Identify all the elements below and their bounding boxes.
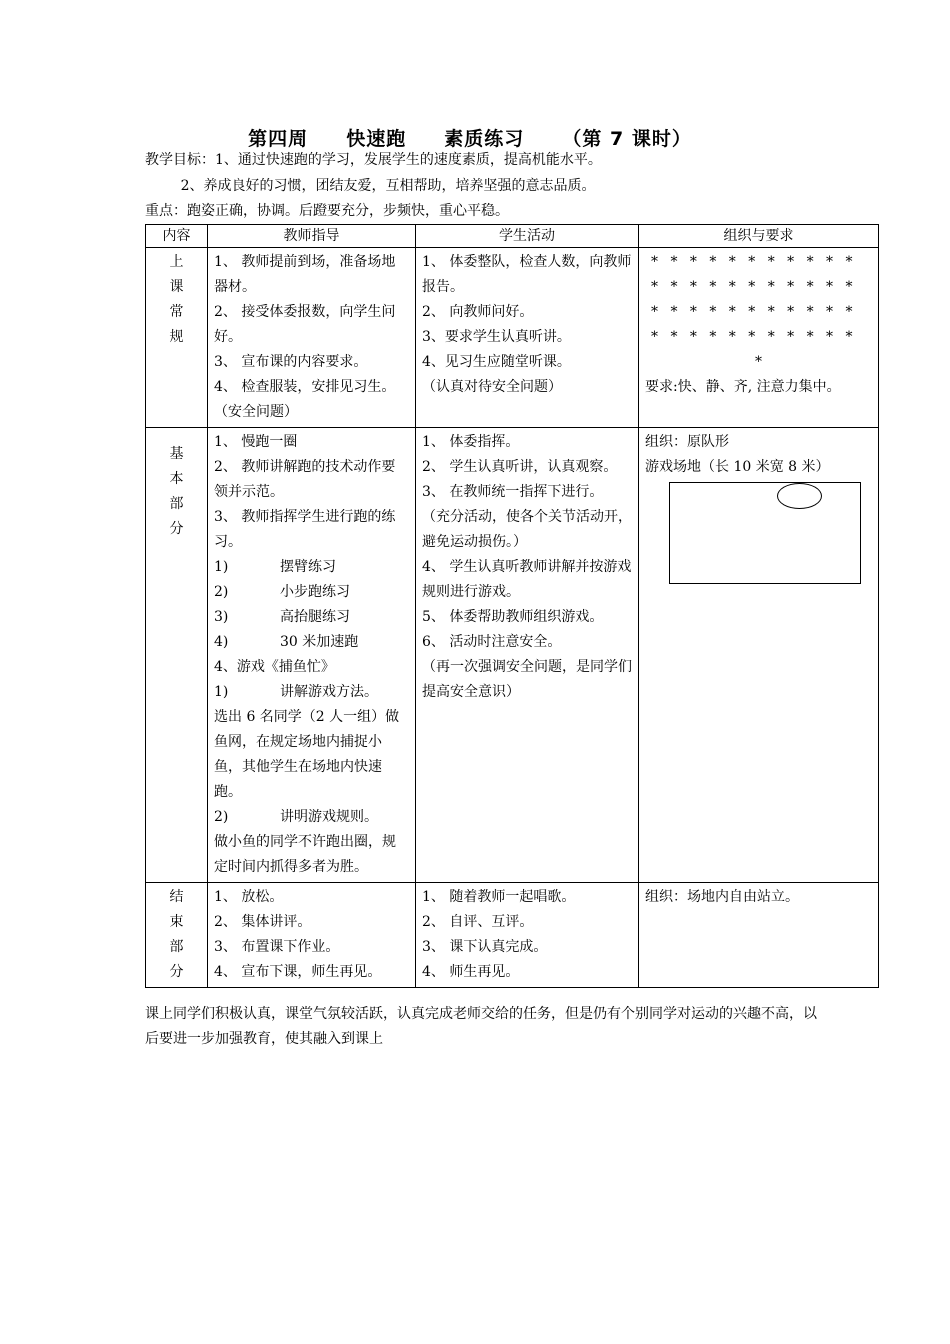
section-label-main (146, 428, 208, 883)
table-header-row (146, 225, 879, 248)
label-char: 分 (169, 964, 184, 980)
list-item: 2、 向教师问好。 (422, 304, 534, 320)
header-organization: 组织与要求 (639, 225, 879, 248)
drill-item: 4) 30 米加速跑 (214, 634, 359, 650)
page-title: 第四周 快速跑 素质练习 （第 7 课时） (248, 128, 692, 150)
list-item: 1、 放松。 (214, 889, 284, 905)
list-item: 2、 接受体委报数，向学生问好。 (214, 304, 396, 345)
header-teacher: 教师指导 (208, 225, 416, 248)
organization-closing (639, 883, 879, 988)
label-char: 束 (169, 914, 184, 930)
game-step-2: 2) 讲明游戏规则。 (214, 809, 378, 825)
student-activity-main (416, 428, 639, 883)
list-item: 2、 自评、互评。 (422, 914, 534, 930)
label-char: 部 (169, 939, 184, 955)
formation-requirement: 要求:快、静、齐, 注意力集中。 (645, 379, 841, 395)
field-size-text: 游戏场地（长 10 米宽 8 米） (645, 459, 830, 475)
list-item: 3、要求学生认真听讲。 (422, 329, 571, 345)
lesson-table (145, 224, 879, 988)
table-row (146, 883, 879, 988)
teacher-guidance-opening (208, 248, 416, 428)
list-item: 4、 师生再见。 (422, 964, 520, 980)
header-content: 内容 (146, 225, 208, 248)
list-item: 3、 宣布课的内容要求。 (214, 354, 368, 370)
section-label-closing (146, 883, 208, 988)
list-item: 3、 课下认真完成。 (422, 939, 548, 955)
teacher-guidance-closing (208, 883, 416, 988)
formation-star-row: * * * * * * * * * * * (651, 329, 857, 345)
game-title: 4、游戏《捕鱼忙》 (214, 659, 335, 675)
game-rule-text: 做小鱼的同学不许跑出圈，规定时间内抓得多者为胜。 (214, 834, 396, 875)
list-item: 4、 学生认真听教师讲解并按游戏规则进行游戏。 (422, 559, 632, 600)
list-item: 1、 体委指挥。 (422, 434, 520, 450)
list-item: 3、 教师指挥学生进行跑的练习。 (214, 509, 396, 550)
formation-star-row: * * * * * * * * * * * (651, 304, 857, 320)
label-char: 上 (169, 254, 184, 270)
list-item: 4、 检查服装，安排见习生。（安全问题） (214, 379, 396, 420)
list-item: （认真对待安全问题） (422, 379, 562, 395)
formation-star-row: * * * * * * * * * * * (651, 279, 857, 295)
organization-text: 组织：场地内自由站立。 (645, 889, 799, 905)
list-item: （再一次强调安全问题，是同学们提高安全意识） (422, 659, 632, 700)
table-row (146, 248, 879, 428)
formation-star-row: * * * * * * * * * * * (651, 254, 857, 270)
objective-line-2: 2、养成良好的习惯，团结友爱，互相帮助，培养坚强的意志品质。 (145, 178, 596, 194)
drill-item: 2) 小步跑练习 (214, 584, 350, 600)
table-row (146, 428, 879, 883)
game-step-1: 1) 讲解游戏方法。 (214, 684, 378, 700)
circle-zone (777, 483, 822, 509)
label-char: 本 (169, 471, 184, 487)
student-activity-closing (416, 883, 639, 988)
student-activity-opening (416, 248, 639, 428)
label-char: 结 (169, 889, 184, 905)
teacher-position-star: * (755, 354, 762, 370)
label-char: 部 (169, 496, 184, 512)
objective-line-1: 教学目标：1、通过快速跑的学习，发展学生的速度素质，提高机能水平。 (145, 152, 602, 168)
list-item: （充分活动，使各个关节活动开，避免运动损伤。） (422, 509, 632, 550)
list-item: 2、 教师讲解跑的技术动作要领并示范。 (214, 459, 396, 500)
drill-item: 1) 摆臂练习 (214, 559, 336, 575)
game-method-text: 选出 6 名同学（2 人一组）做鱼网，在规定场地内捕捉小鱼，其他学生在场地内快速跑。 (214, 709, 400, 800)
teacher-guidance-main (208, 428, 416, 883)
drill-item: 3) 高抬腿练习 (214, 609, 350, 625)
lesson-reflection: 课上同学们积极认真，课堂气氛较活跃，认真完成老师交给的任务，但是仍有个别同学对运动的兴趣不高，以后要进一步加强教育，使其融入到课上 (145, 1006, 817, 1047)
list-item: 1、 教师提前到场，准备场地器材。 (214, 254, 396, 295)
organization-opening (639, 248, 879, 428)
list-item: 5、 体委帮助教师组织游戏。 (422, 609, 604, 625)
section-label-opening (146, 248, 208, 428)
label-char: 课 (169, 279, 184, 295)
label-char: 常 (169, 304, 184, 320)
game-field-diagram (669, 482, 861, 584)
label-char: 基 (169, 446, 184, 462)
list-item: 4、见习生应随堂听课。 (422, 354, 571, 370)
list-item: 6、 活动时注意安全。 (422, 634, 562, 650)
organization-main (639, 428, 879, 883)
header-student: 学生活动 (416, 225, 639, 248)
list-item: 3、 在教师统一指挥下进行。 (422, 484, 604, 500)
list-item: 4、 宣布下课，师生再见。 (214, 964, 382, 980)
list-item: 1、 体委整队，检查人数，向教师报告。 (422, 254, 632, 295)
list-item: 1、 慢跑一圈 (214, 434, 298, 450)
list-item: 3、 布置课下作业。 (214, 939, 340, 955)
key-points: 重点：跑姿正确，协调。后蹬要充分，步频快，重心平稳。 (145, 203, 509, 219)
label-char: 分 (169, 521, 184, 537)
formation-text: 组织：原队形 (645, 434, 729, 450)
label-char: 规 (169, 329, 184, 345)
list-item: 1、 随着教师一起唱歌。 (422, 889, 576, 905)
list-item: 2、 学生认真听讲，认真观察。 (422, 459, 618, 475)
list-item: 2、 集体讲评。 (214, 914, 312, 930)
